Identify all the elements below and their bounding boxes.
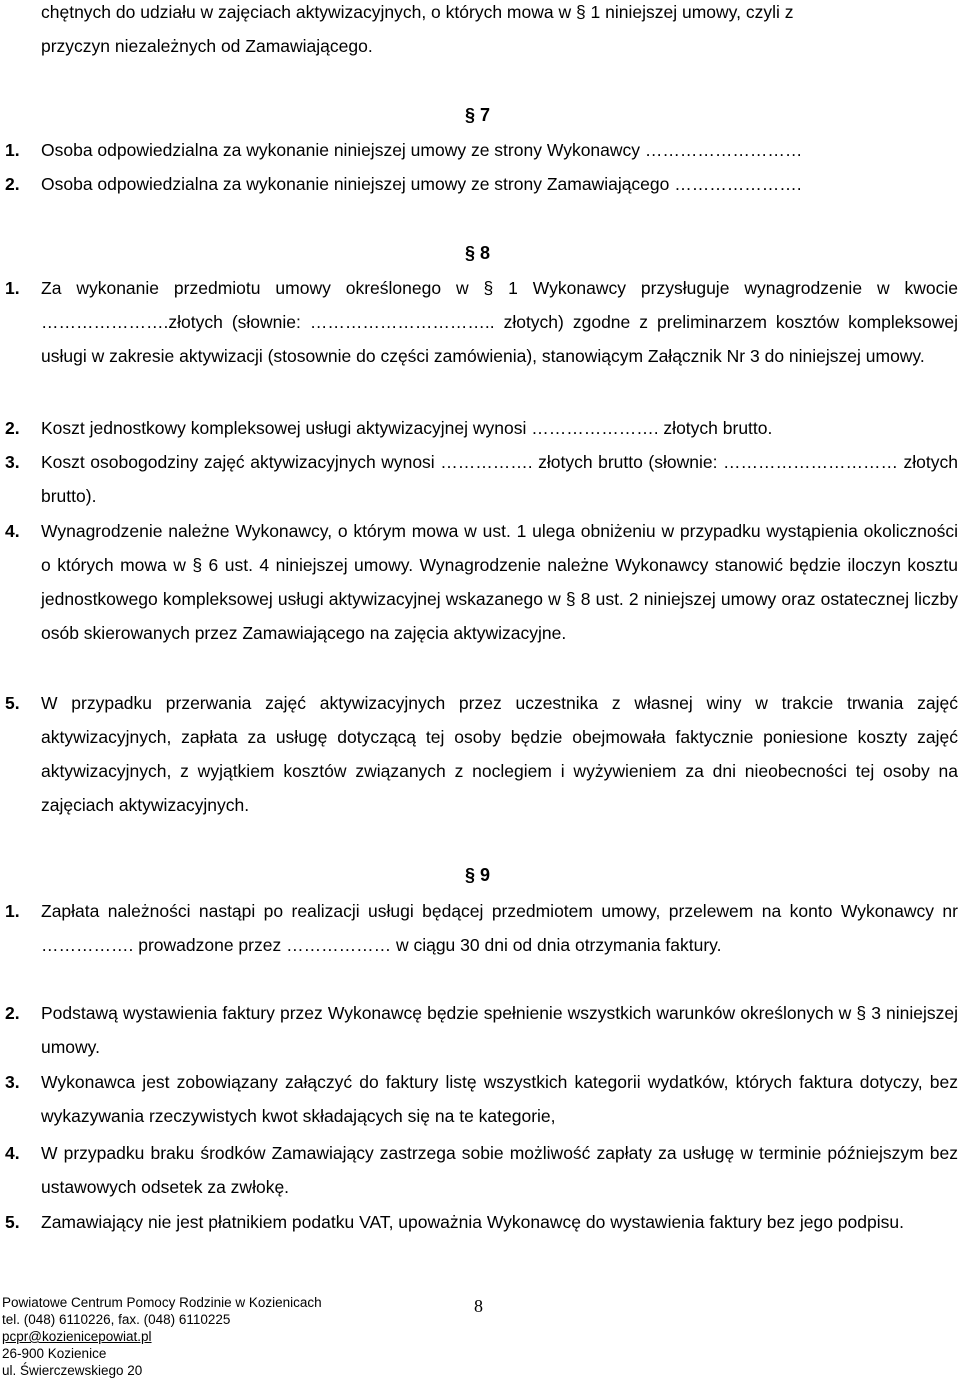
footer-address — [2, 1294, 322, 1379]
s7-item-2-text: Osoba odpowiedzialna za wykonanie niniejszej umowy ze strony Zamawiającego …………………. — [41, 174, 802, 194]
page-number: 8 — [474, 1296, 483, 1316]
s9-item-5-text: Zamawiający nie jest płatnikiem podatku VAT, upoważnia Wykonawcę do wystawienia faktury bez jego podpisu. — [41, 1212, 904, 1232]
footer-phone: tel. (048) 6110226, fax. (048) 6110225 — [2, 1312, 231, 1327]
s8-item-1-text: Za wykonanie przedmiotu umowy określonego w § 1 Wykonawcy przysługuje wynagrodzenie w kwocie ………………….złotych (słownie: ………………………….. złotych) zgodne z preliminarzem kosztów kompleksowej usługi w zakresie aktywizacji (stosownie do części zamówienia), stanowiącym Załącznik Nr 3 do niniejszej umowy. — [41, 278, 958, 366]
s7-item-2-number: 2. — [5, 174, 20, 194]
s9-item-4-number: 4. — [5, 1143, 20, 1163]
s7-item-1-number: 1. — [5, 140, 20, 160]
s9-item-2-text: Podstawą wystawienia faktury przez Wykonawcę będzie spełnienie wszystkich warunków określonych w § 3 niniejszej umowy. — [41, 1003, 958, 1057]
s9-item-1-text: Zapłata należności nastąpi po realizacji usługi będącej przedmiotem umowy, przelewem na konto Wykonawcy nr ……………. prowadzone przez ……………… w ciągu 30 dni od dnia otrzymania faktury. — [41, 901, 958, 955]
s9-item-5-number: 5. — [5, 1212, 20, 1232]
s9-item-1-number: 1. — [5, 901, 20, 921]
s9-item-3-text: Wykonawca jest zobowiązany załączyć do faktury listę wszystkich kategorii wydatków, których faktura dotyczy, bez wykazywania rzeczywistych kwot składających się na te kategorie, — [41, 1072, 958, 1126]
footer-email-link[interactable]: pcpr@kozienicepowiat.pl — [2, 1329, 152, 1344]
footer-street: ul. Świerczewskiego 20 — [2, 1363, 143, 1378]
intro-line-1: chętnych do udziału w zajęciach aktywizacyjnych, o których mowa w § 1 niniejszej umowy, czyli z — [41, 2, 794, 22]
s8-item-1-number: 1. — [5, 278, 20, 298]
footer-org-name: Powiatowe Centrum Pomocy Rodzinie w Kozienicach — [2, 1295, 322, 1310]
s9-item-2-number: 2. — [5, 1003, 20, 1023]
section-7-heading: § 7 — [465, 105, 491, 125]
s8-item-3-text: Koszt osobogodziny zajęć aktywizacyjnych wynosi ……………. złotych brutto (słownie: ………………………… złotych brutto). — [41, 452, 958, 506]
s8-item-4-text: Wynagrodzenie należne Wykonawcy, o którym mowa w ust. 1 ulega obniżeniu w przypadku wystąpienia okoliczności o których mowa w § 6 ust. 4 niniejszej umowy. Wynagrodzenie należne Wykonawcy stanowić będzie iloczyn kosztu jednostkowego kompleksowej usługi aktywizacyjnej wskazanego w § 8 ust. 2 niniejszej umowy oraz ostatecznej liczby osób skierowanych przez Zamawiającego na zajęcia aktywizacyjne. — [41, 521, 958, 643]
s8-item-2-text: Koszt jednostkowy kompleksowej usługi aktywizacyjnej wynosi …………………. złotych brutto. — [41, 418, 773, 438]
s9-item-4-text: W przypadku braku środków Zamawiający zastrzega sobie możliwość zapłaty za usługę w terminie późniejszym bez ustawowych odsetek za zwłokę. — [41, 1143, 958, 1197]
footer-city: 26-900 Kozienice — [2, 1346, 107, 1361]
s8-item-2-number: 2. — [5, 418, 20, 438]
section-8-heading: § 8 — [465, 243, 491, 263]
s8-item-3-number: 3. — [5, 452, 20, 472]
intro-line-2: przyczyn niezależnych od Zamawiającego. — [41, 36, 373, 56]
section-9-heading: § 9 — [465, 865, 491, 885]
s8-item-5-number: 5. — [5, 693, 20, 713]
s7-item-1-text: Osoba odpowiedzialna za wykonanie niniejszej umowy ze strony Wykonawcy ……………………… — [41, 140, 803, 160]
s8-item-4-number: 4. — [5, 521, 20, 541]
s9-item-3-number: 3. — [5, 1072, 20, 1092]
s8-item-5-text: W przypadku przerwania zajęć aktywizacyjnych przez uczestnika z własnej winy w trakcie trwania zajęć aktywizacyjnych, zapłata za usługę dotyczącą tej osoby będzie obejmowała faktycznie poniesione koszty zajęć aktywizacyjnych, z wyjątkiem kosztów związanych z noclegiem i wyżywieniem za dni nieobecności tej osoby na zajęciach aktywizacyjnych. — [41, 693, 958, 815]
